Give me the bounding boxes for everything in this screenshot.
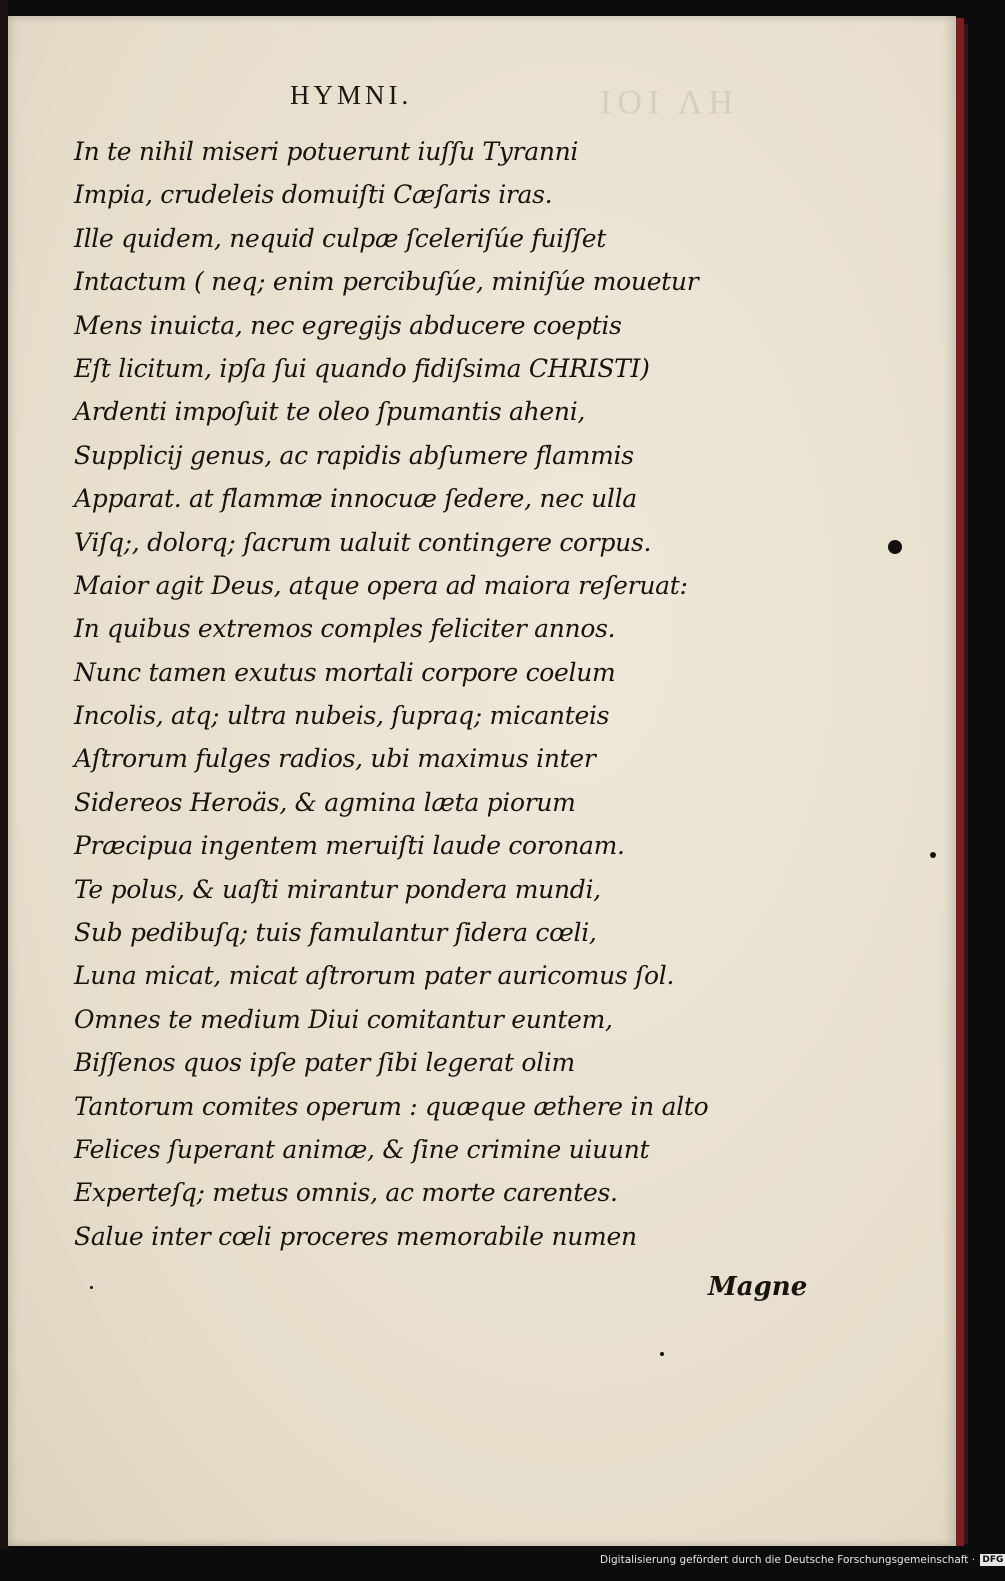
- verse-line: Impia, crudeleis domuiſti Cæſaris iras.: [74, 180, 553, 210]
- verse-block: [74, 130, 708, 1258]
- show-through-header: ΙΟΙ ΛΗ: [600, 84, 740, 121]
- verse-line: Intactum ( neq; enim percibuſúe, miniſúe mouetur: [74, 267, 699, 297]
- verse-line: Apparat. at flammæ innocuæ ſedere, nec ulla: [74, 484, 637, 514]
- verse-line: Eſt licitum, ipſa ſui quando fidiſsima CHRISTI): [74, 353, 650, 383]
- ink-speck: [90, 1286, 93, 1289]
- verse-line: Biſſenos quos ipſe pater ſibi legerat olim: [74, 1048, 575, 1078]
- verse-line: Præcipua ingentem meruiſti laude coronam.: [74, 831, 625, 861]
- verse-line: Experteſq; metus omnis, ac morte carentes.: [74, 1178, 618, 1208]
- verse-line: Sub pedibuſq; tuis famulantur ſidera cœli,: [74, 918, 597, 948]
- running-head: HYMNI.: [290, 80, 413, 110]
- verse-line: Ille quidem, nequid culpæ ſceleriſúe fuiſſet: [74, 223, 606, 253]
- ink-speck: [930, 852, 936, 858]
- catchword: Magne: [708, 1272, 808, 1302]
- verse-line: Aſtrorum fulges radios, ubi maximus inter: [74, 744, 596, 774]
- verse-line: Supplicij genus, ac rapidis abſumere flammis: [74, 440, 634, 470]
- page-edge-red: [956, 18, 964, 1546]
- verse-line: Maior agit Deus, atque opera ad maiora reſeruat:: [74, 570, 688, 600]
- ink-blot: [888, 540, 902, 554]
- verse-line: Te polus, & uaſti mirantur pondera mundi,: [74, 874, 601, 904]
- page-edge-dark: [964, 24, 968, 1544]
- verse-line: Incolis, atq; ultra nubeis, ſupraq; micanteis: [74, 701, 610, 731]
- verse-line: Felices ſuperant animæ, & ſine crimine uiuunt: [74, 1134, 650, 1164]
- verse-line: Luna micat, micat aſtrorum pater auricomus ſol.: [74, 961, 675, 991]
- credit-text: Digitalisierung gefördert durch die Deutsche Forschungsgemeinschaft ·: [600, 1554, 976, 1566]
- book-spine-shadow: [0, 0, 8, 1550]
- verse-line: Ardenti impoſuit te oleo ſpumantis aheni,: [74, 397, 586, 427]
- verse-line: Viſq;, dolorq; ſacrum ualuit contingere corpus.: [74, 527, 652, 557]
- verse-line: Sidereos Heroäs, & agmina læta piorum: [74, 787, 576, 817]
- verse-line: Tantorum comites operum : quæque æthere in alto: [74, 1091, 709, 1121]
- verse-line: Nunc tamen exutus mortali corpore coelum: [74, 657, 616, 687]
- digitization-credit: [600, 1554, 1005, 1566]
- verse-line: In te nihil miseri potuerunt iuſſu Tyranni: [74, 137, 579, 166]
- verse-line: Salue inter cœli proceres memorabile numen: [74, 1221, 637, 1251]
- verse-line: Mens inuicta, nec egregijs abducere coeptis: [74, 310, 622, 340]
- verse-line: In quibus extremos comples feliciter annos.: [74, 614, 616, 644]
- verse-line: Omnes te medium Diui comitantur euntem,: [74, 1004, 613, 1034]
- ink-speck: [660, 1352, 664, 1356]
- dfg-logo: DFG: [982, 1555, 1004, 1565]
